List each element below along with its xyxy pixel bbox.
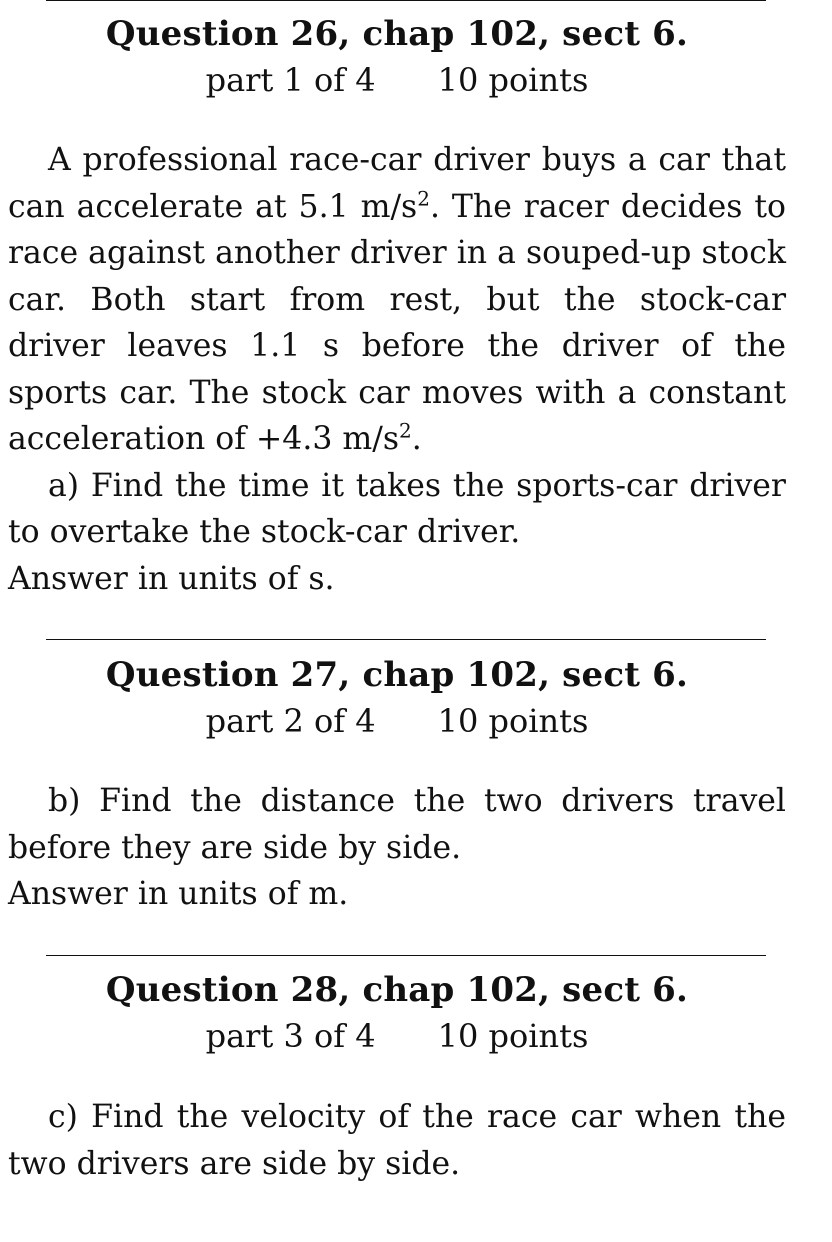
separator-rule-1 (46, 639, 766, 640)
question-26-answer-units: Answer in units of s. (8, 560, 335, 597)
separator-rule-2 (46, 955, 766, 956)
intro-text-part-b: . The racer decides to race against another driver in a souped-up stock car. Both start from rest, but the stock-car driver leaves 1.1 s before the driver of the sports car. The stock car moves with a constant acceleration of +4.3 m/s (8, 188, 786, 457)
squared-exponent: 2 (417, 186, 430, 210)
question-27-prompt: b) Find the distance the two drivers travel before they are side by side. (8, 783, 786, 866)
question-26-part: part 1 of 4 (205, 61, 376, 99)
question-28-part-line (0, 1016, 794, 1056)
question-27-part: part 2 of 4 (205, 702, 376, 740)
question-27-part-line (0, 701, 794, 741)
question-28-body (8, 1094, 786, 1187)
question-28-header: Question 28, chap 102, sect 6. (105, 970, 689, 1010)
question-28-part: part 3 of 4 (205, 1017, 376, 1055)
question-28-prompt: c) Find the velocity of the race car when the two drivers are side by side. (8, 1099, 786, 1182)
question-27-header: Question 27, chap 102, sect 6. (105, 655, 689, 695)
question-26-body (8, 137, 786, 602)
question-26-prompt: a) Find the time it takes the sports-car driver to overtake the stock-car driver. (8, 467, 786, 550)
squared-exponent: 2 (399, 418, 412, 443)
question-28-points: 10 points (437, 1017, 589, 1055)
question-27-body (8, 778, 786, 918)
intro-text-part-c: . (411, 421, 422, 457)
question-26-points: 10 points (437, 61, 589, 99)
question-26-header: Question 26, chap 102, sect 6. (105, 14, 689, 54)
top-rule (46, 0, 766, 1)
question-26-intro (8, 137, 786, 463)
question-27-points: 10 points (437, 702, 589, 740)
question-27-answer-units: Answer in units of m. (8, 876, 349, 912)
question-26-part-line (0, 60, 794, 100)
intro-text-part-a: A professional race-car driver buys a car that can accelerate at 5.1 m/s (8, 142, 786, 225)
